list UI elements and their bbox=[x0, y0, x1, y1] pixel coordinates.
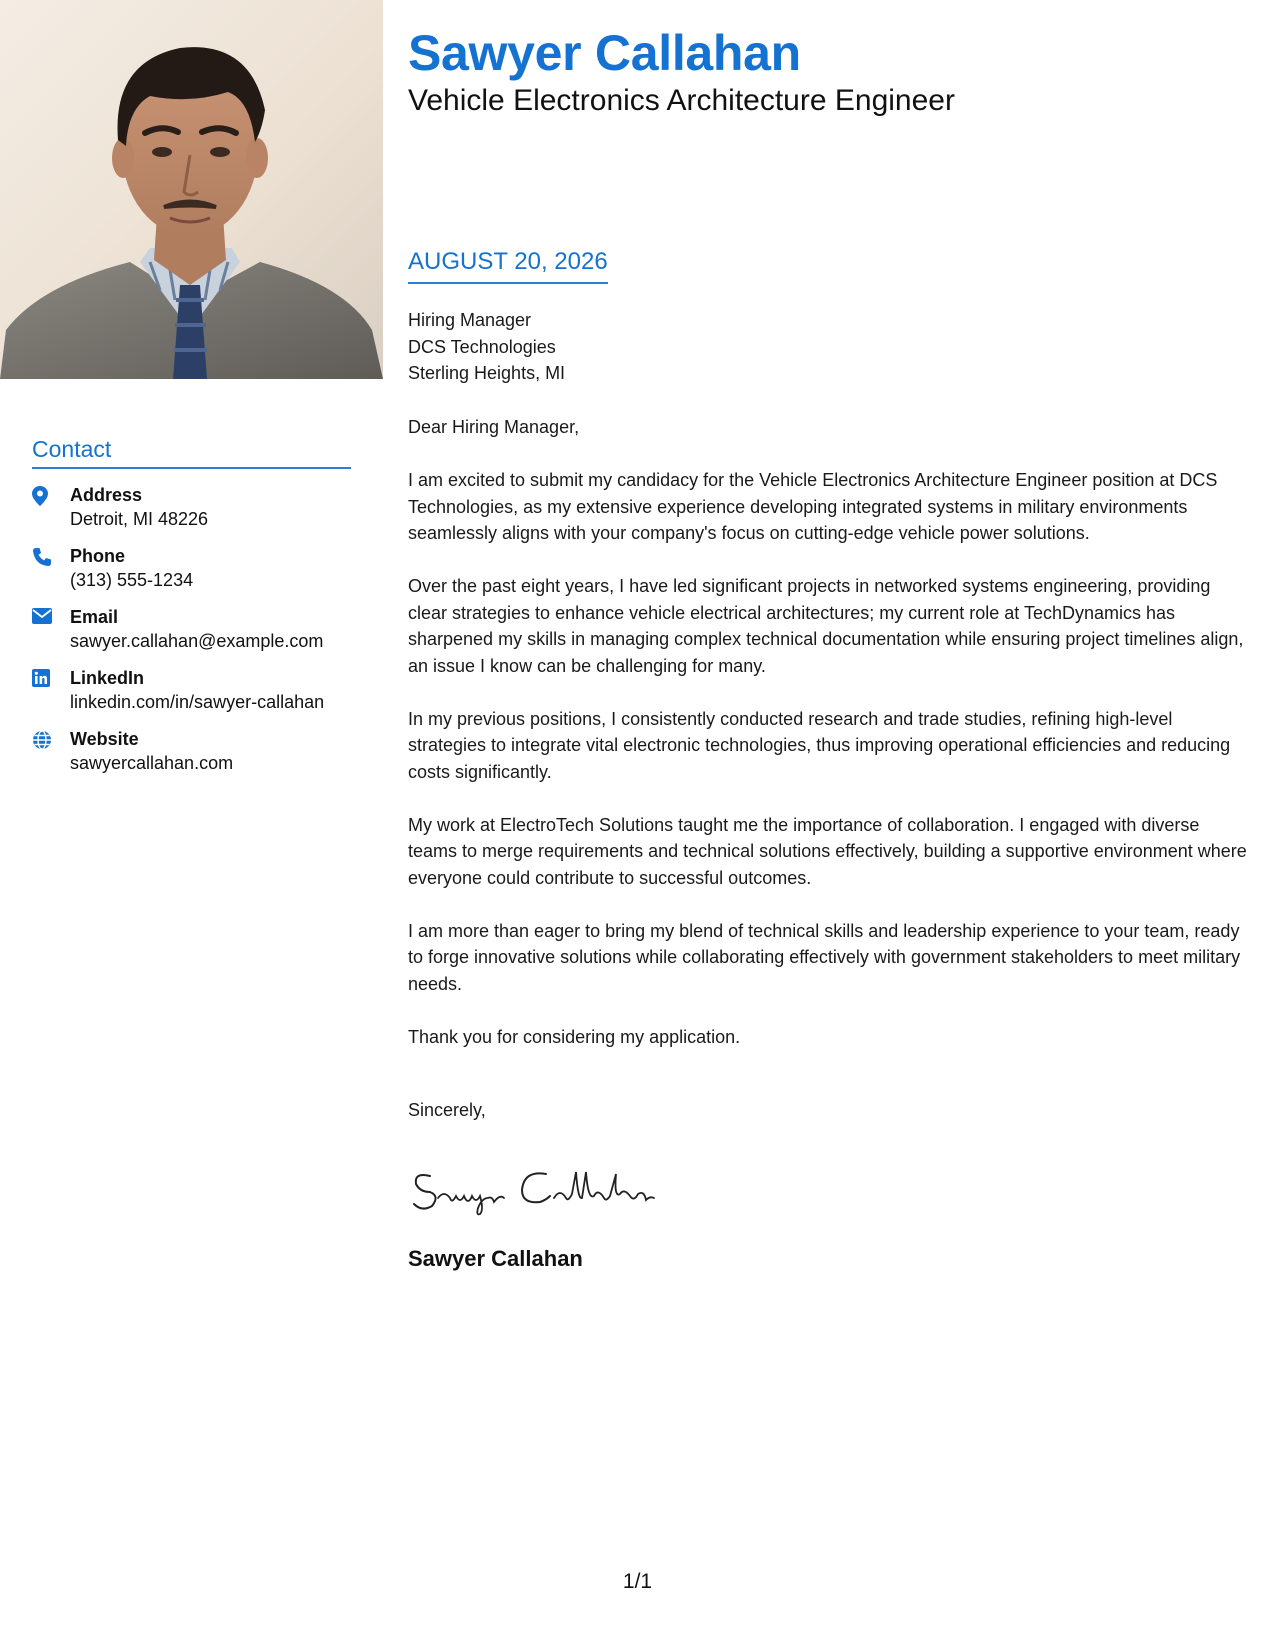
email-label: Email bbox=[70, 607, 119, 627]
handwritten-signature bbox=[408, 1158, 668, 1223]
contact-item-email bbox=[32, 605, 351, 654]
recipient-line: Sterling Heights, MI bbox=[408, 363, 566, 383]
page-number: 1/1 bbox=[622, 1570, 653, 1593]
contact-item-website bbox=[32, 727, 351, 776]
email-value[interactable]: sawyer.callahan@example.com bbox=[70, 631, 324, 651]
email-icon bbox=[32, 605, 70, 654]
letter-date: AUGUST 20, 2026 bbox=[408, 248, 608, 284]
recipient-line: DCS Technologies bbox=[408, 336, 556, 357]
contact-item-address bbox=[32, 483, 351, 532]
job-title: Vehicle Electronics Architecture Engineer bbox=[408, 84, 955, 117]
profile-photo bbox=[0, 0, 383, 379]
contact-heading: Contact bbox=[32, 436, 351, 469]
phone-label: Phone bbox=[70, 546, 126, 566]
signer-name: Sawyer Callahan bbox=[408, 1246, 583, 1271]
address-label: Address bbox=[70, 485, 143, 505]
linkedin-label: LinkedIn bbox=[70, 668, 145, 688]
linkedin-icon bbox=[32, 666, 70, 715]
contact-item-linkedin bbox=[32, 666, 351, 715]
address-value: Detroit, MI 48226 bbox=[70, 509, 209, 529]
body-paragraph: My work at ElectroTech Solutions taught me the importance of collaboration. I engaged with diverse teams to merge requirements and technical solutions effectively, building a supportive environment where everyone could contribute to successful outcomes. bbox=[408, 814, 1247, 888]
sidebar bbox=[0, 0, 383, 1650]
website-value[interactable]: sawyercallahan.com bbox=[70, 753, 234, 773]
closing: Sincerely, bbox=[408, 1100, 486, 1120]
location-pin-icon bbox=[32, 483, 70, 532]
body-paragraph: I am excited to submit my candidacy for the Vehicle Electronics Architecture Engineer position at DCS Technologies, as my extensive experience developing integrated systems in military environments seamlessly aligns with your company's focus on cutting-edge vehicle power solutions. bbox=[408, 470, 1218, 543]
phone-value: (313) 555-1234 bbox=[70, 570, 194, 590]
portrait-illustration bbox=[0, 0, 383, 379]
letter-body bbox=[408, 414, 1248, 1077]
body-paragraph: I am more than eager to bring my blend of technical skills and leadership experience to your team, ready to forge innovative solutions while collaborating effectively with government stakeholders to meet military needs. bbox=[408, 920, 1241, 994]
body-paragraph: Over the past eight years, I have led significant projects in networked systems engineering, providing clear strategies to enhance vehicle electrical architectures; my current role at TechDynamics has sharpened my skills in managing complex technical documentation while ensuring project timelines align, an issue I know can be challenging for many. bbox=[408, 576, 1244, 676]
applicant-name: Sawyer Callahan bbox=[408, 25, 801, 81]
globe-icon bbox=[32, 727, 70, 776]
linkedin-value[interactable]: linkedin.com/in/sawyer-callahan bbox=[70, 692, 325, 712]
body-paragraph: In my previous positions, I consistently conducted research and trade studies, refining high-level strategies to integrate vital electronic technologies, thus improving operational efficiencies and reducing costs significantly. bbox=[408, 708, 1231, 782]
recipient-line: Hiring Manager bbox=[408, 310, 532, 330]
body-paragraph: Thank you for considering my application. bbox=[408, 1026, 741, 1047]
contact-item-phone bbox=[32, 544, 351, 593]
phone-icon bbox=[32, 544, 70, 593]
salutation: Dear Hiring Manager, bbox=[408, 417, 580, 437]
recipient-block bbox=[408, 307, 565, 387]
website-label: Website bbox=[70, 729, 139, 749]
contact-section bbox=[32, 436, 351, 788]
